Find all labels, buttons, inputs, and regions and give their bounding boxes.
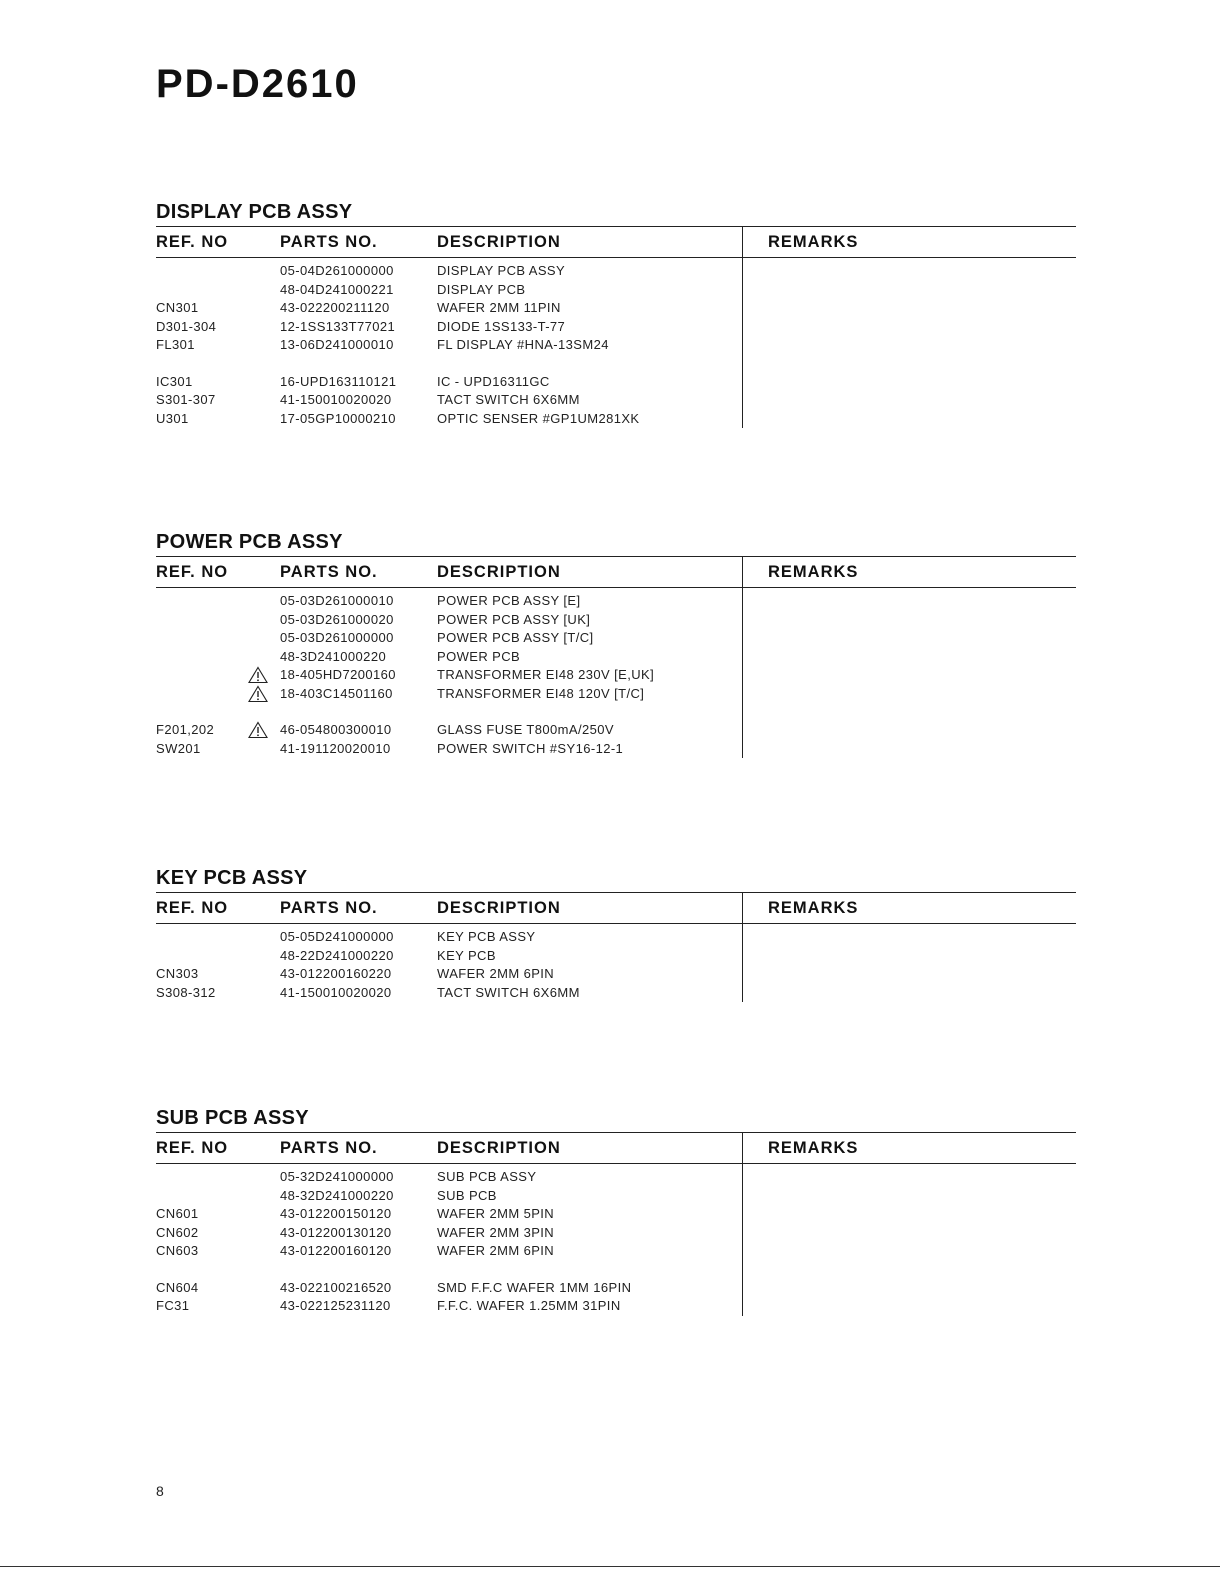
column-divider (742, 556, 743, 758)
description-cell: IC - UPD16311GC (437, 373, 550, 389)
parts-no-cell: 05-04D261000000 (280, 263, 394, 278)
header-ref-no: REF. NO (156, 1139, 229, 1157)
header-description: DESCRIPTION (437, 1139, 561, 1157)
description-cell: TRANSFORMER EI48 230V [E,UK] (437, 667, 655, 682)
table-body (156, 258, 1076, 428)
ref-no-cell: SW201 (156, 740, 201, 756)
description-cell: F.F.C. WAFER 1.25MM 31PIN (437, 1298, 621, 1313)
table-row (156, 928, 1076, 947)
parts-section (156, 866, 1076, 1002)
table-row (156, 984, 1076, 1003)
description-cell: TRANSFORMER EI48 120V [T/C] (437, 685, 645, 701)
table-row (156, 666, 1076, 685)
column-divider (742, 892, 743, 1002)
table-row (156, 262, 1076, 281)
table-row (156, 1187, 1076, 1206)
parts-no-cell: 41-150010020020 (280, 392, 392, 407)
parts-no-cell: 43-012200150120 (280, 1206, 392, 1221)
description-cell: KEY PCB ASSY (437, 929, 536, 944)
table-row (156, 336, 1076, 355)
header-remarks: REMARKS (768, 899, 859, 917)
parts-no-cell: 05-32D241000000 (280, 1169, 394, 1184)
warning-triangle-icon (248, 721, 268, 739)
header-parts-no: PARTS NO. (280, 233, 378, 251)
table-row (156, 1224, 1076, 1243)
description-cell: WAFER 2MM 6PIN (437, 1243, 555, 1258)
parts-no-cell: 41-150010020020 (280, 984, 392, 1000)
table-header (156, 1132, 1076, 1164)
ref-no-cell: S308-312 (156, 984, 216, 1000)
description-cell: SUB PCB (437, 1187, 497, 1203)
table-body (156, 924, 1076, 1002)
parts-no-cell: 48-04D241000221 (280, 281, 394, 297)
parts-no-cell: 18-403C14501160 (280, 685, 393, 701)
description-cell: WAFER 2MM 3PIN (437, 1224, 555, 1240)
table-row (156, 1205, 1076, 1224)
header-ref-no: REF. NO (156, 899, 229, 917)
ref-no-cell: S301-307 (156, 392, 216, 407)
description-cell: SUB PCB ASSY (437, 1169, 537, 1184)
header-remarks: REMARKS (768, 233, 859, 251)
section-title: DISPLAY PCB ASSY (156, 201, 353, 223)
table-row (156, 685, 1076, 704)
table-header (156, 226, 1076, 258)
table-row (156, 373, 1076, 392)
page-number: 8 (156, 1483, 164, 1499)
table-row (156, 410, 1076, 429)
table-row (156, 629, 1076, 648)
parts-no-cell: 18-405HD7200160 (280, 667, 396, 682)
parts-no-cell: 05-03D261000020 (280, 611, 394, 627)
ref-no-cell: FL301 (156, 337, 195, 352)
table-row (156, 318, 1076, 337)
header-ref-no: REF. NO (156, 563, 229, 581)
description-cell: POWER PCB ASSY [E] (437, 593, 581, 608)
parts-no-cell: 43-022125231120 (280, 1298, 391, 1313)
ref-no-cell: D301-304 (156, 318, 217, 334)
table-row (156, 947, 1076, 966)
description-cell: TACT SWITCH 6X6MM (437, 984, 580, 1000)
parts-no-cell: 05-03D261000000 (280, 630, 394, 645)
header-ref-no: REF. NO (156, 233, 229, 251)
parts-no-cell: 13-06D241000010 (280, 337, 394, 352)
table-row (156, 391, 1076, 410)
parts-no-cell: 05-03D261000010 (280, 593, 394, 608)
table-header (156, 892, 1076, 924)
header-parts-no: PARTS NO. (280, 1139, 378, 1157)
description-cell: DISPLAY PCB ASSY (437, 263, 566, 278)
description-cell: POWER PCB (437, 648, 521, 664)
description-cell: SMD F.F.C WAFER 1MM 16PIN (437, 1279, 632, 1295)
parts-section (156, 200, 1076, 428)
table-row (156, 281, 1076, 300)
description-cell: GLASS FUSE T800mA/250V (437, 722, 614, 737)
description-cell: KEY PCB (437, 947, 496, 963)
description-cell: POWER PCB ASSY [T/C] (437, 630, 594, 645)
description-cell: WAFER 2MM 6PIN (437, 966, 555, 981)
header-description: DESCRIPTION (437, 563, 561, 581)
header-remarks: REMARKS (768, 1139, 859, 1157)
parts-section (156, 1106, 1076, 1316)
parts-no-cell: 48-22D241000220 (280, 947, 394, 963)
table-row (156, 648, 1076, 667)
ref-no-cell: CN301 (156, 300, 199, 315)
parts-no-cell: 12-1SS133T77021 (280, 318, 396, 334)
table-row (156, 299, 1076, 318)
ref-no-cell: CN601 (156, 1206, 199, 1221)
ref-no-cell: F201,202 (156, 722, 215, 737)
parts-no-cell: 48-3D241000220 (280, 648, 387, 664)
description-cell: POWER PCB ASSY [UK] (437, 611, 591, 627)
warning-triangle-icon (248, 685, 268, 703)
description-cell: DISPLAY PCB (437, 281, 526, 297)
table-row (156, 740, 1076, 759)
table-row (156, 1242, 1076, 1261)
description-cell: TACT SWITCH 6X6MM (437, 392, 580, 407)
table-body (156, 1164, 1076, 1316)
section-title: SUB PCB ASSY (156, 1107, 309, 1129)
table-row (156, 721, 1076, 740)
parts-no-cell: 41-191120020010 (280, 740, 391, 756)
ref-no-cell: FC31 (156, 1298, 190, 1313)
parts-no-cell: 43-022100216520 (280, 1279, 392, 1295)
parts-no-cell: 05-05D241000000 (280, 929, 394, 944)
header-remarks: REMARKS (768, 563, 859, 581)
ref-no-cell: CN602 (156, 1224, 199, 1240)
parts-no-cell: 43-012200160220 (280, 966, 392, 981)
description-cell: FL DISPLAY #HNA-13SM24 (437, 337, 609, 352)
table-row (156, 965, 1076, 984)
description-cell: DIODE 1SS133-T-77 (437, 318, 566, 334)
header-parts-no: PARTS NO. (280, 563, 378, 581)
table-header (156, 556, 1076, 588)
description-cell: OPTIC SENSER #GP1UM281XK (437, 410, 640, 426)
table-body (156, 588, 1076, 758)
footer-divider (0, 1566, 1220, 1567)
column-divider (742, 1132, 743, 1316)
section-title: POWER PCB ASSY (156, 531, 343, 553)
header-parts-no: PARTS NO. (280, 899, 378, 917)
section-title: KEY PCB ASSY (156, 867, 308, 889)
table-row (156, 1279, 1076, 1298)
parts-no-cell: 16-UPD163110121 (280, 373, 397, 389)
page-title: PD-D2610 (156, 62, 359, 106)
parts-no-cell: 46-054800300010 (280, 722, 392, 737)
description-cell: WAFER 2MM 5PIN (437, 1206, 555, 1221)
parts-no-cell: 43-022200211120 (280, 300, 390, 315)
ref-no-cell: CN303 (156, 966, 199, 981)
table-row (156, 592, 1076, 611)
parts-no-cell: 48-32D241000220 (280, 1187, 394, 1203)
parts-no-cell: 17-05GP10000210 (280, 410, 396, 426)
ref-no-cell: IC301 (156, 373, 193, 389)
parts-section (156, 530, 1076, 758)
table-row (156, 611, 1076, 630)
description-cell: POWER SWITCH #SY16-12-1 (437, 740, 624, 756)
ref-no-cell: CN604 (156, 1279, 199, 1295)
ref-no-cell: U301 (156, 410, 189, 426)
table-row (156, 1168, 1076, 1187)
table-row (156, 1297, 1076, 1316)
description-cell: WAFER 2MM 11PIN (437, 300, 561, 315)
parts-no-cell: 43-012200130120 (280, 1224, 392, 1240)
header-description: DESCRIPTION (437, 899, 561, 917)
header-description: DESCRIPTION (437, 233, 561, 251)
parts-no-cell: 43-012200160120 (280, 1243, 392, 1258)
ref-no-cell: CN603 (156, 1243, 199, 1258)
column-divider (742, 226, 743, 428)
warning-triangle-icon (248, 666, 268, 684)
